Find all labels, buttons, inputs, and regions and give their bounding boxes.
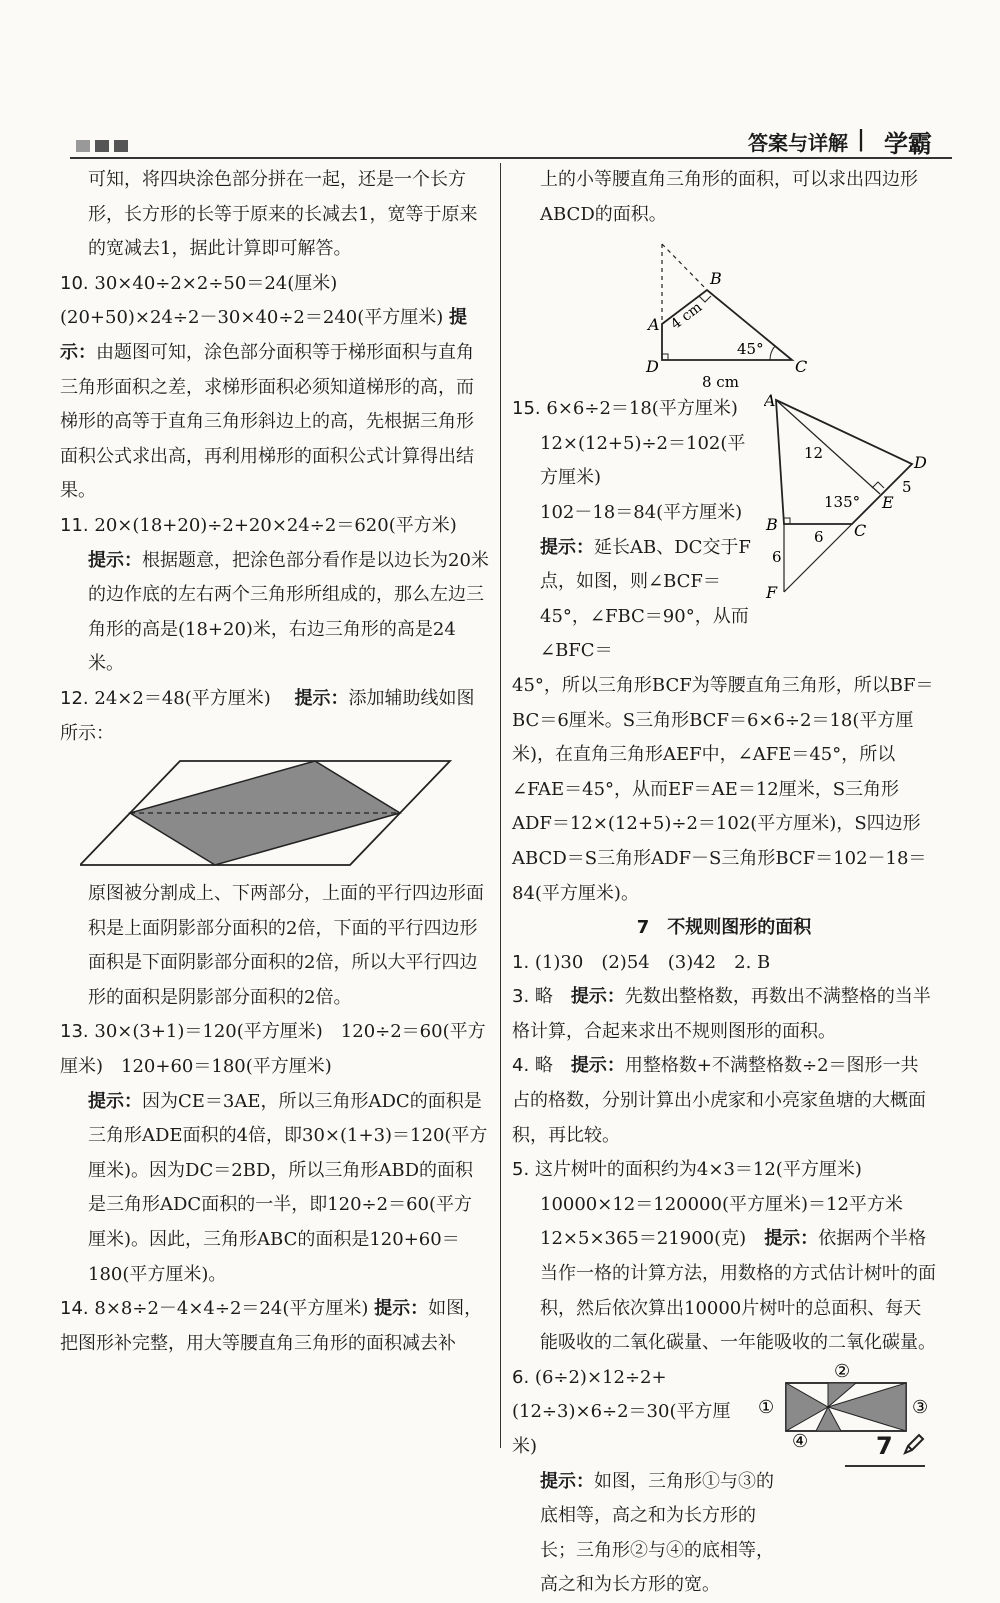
fig15-label-d: D [914, 453, 927, 473]
fig14-label-c: C [795, 357, 808, 377]
answer-7-6-solution: (6÷2)×12÷2+(12÷3)×6÷2＝30(平方厘米) [512, 1366, 731, 1457]
answer-7-3-number: 3. [512, 986, 530, 1008]
header-section-title: 答案与详解 [748, 131, 848, 155]
answer-7-6-hint: 如图，三角形①与③的底相等，高之和为长方形的长；三角形②与④的底相等，高之和为长方形的宽。 [540, 1470, 774, 1596]
answer-10-solution: 30×40÷2×2÷50＝24(厘米) (20+50)×24÷2－30×40÷2＝240(平方厘米) [60, 272, 444, 329]
answer-7-5-hint: 依据两个半格当作一格的计算方法，用数格的方式估计树叶的面积，然后依次算出10000片树叶的总面积、每天能吸收的二氧化碳量、一年能吸收的二氧化碳量。 [540, 1228, 936, 1354]
answer-7-3-hint: 先数出整格数，再数出不满整格的当半格计算，合起来求出不规则图形的面积。 [512, 986, 931, 1042]
answer-15-step-3: 102－18＝84(平方厘米) [540, 501, 743, 523]
answer-7-5-line-1: 这片树叶的面积约为4×3＝12(平方厘米) [534, 1159, 862, 1181]
pencil-icon [902, 1432, 926, 1456]
answer-14-solution: 8×8÷2－4×4÷2＝24(平方厘米) [94, 1298, 369, 1320]
header-decoration [76, 140, 128, 152]
column-divider [500, 163, 501, 1448]
answer-14-number: 14. [60, 1298, 89, 1320]
answer-11-number: 11. [60, 514, 89, 536]
fig14-label-b: B [710, 269, 722, 289]
fig14-base-length: 8 cm [702, 373, 739, 392]
answer-10-number: 10. [60, 272, 89, 294]
answer-7-6 [512, 1361, 936, 1603]
answer-7-4-number: 4. [512, 1055, 530, 1077]
answer-13-number: 13. [60, 1021, 89, 1043]
answer-12-number: 12. [60, 687, 89, 709]
parallelogram-figure [80, 753, 460, 873]
answer-11-solution: 20×(18+20)÷2+20×24÷2＝620(平方米) [94, 514, 457, 536]
answer-11-hint: 根据题意，把涂色部分看作是以边长为20米的边作底的左右两个三角形所组成的，那么左边三角形的高是(18+20)米，右边三角形的高是24米。 [88, 549, 489, 675]
answer-7-4-answer: 略 [534, 1055, 553, 1077]
answer-9-continuation: 可知，将四块涂色部分拼在一起，还是一个长方形，长方形的长等于原来的长减去1，宽等于原来的宽减去1，据此计算即可解答。 [88, 169, 478, 260]
header-brand-logo: 学霸 [884, 130, 932, 158]
answer-7-5-line-3: 12×5×365＝21900(克) [540, 1228, 747, 1250]
answer-7-4 [512, 1049, 936, 1153]
answer-12-hint-label: 提示： [294, 687, 349, 709]
answer-7-4-hint-label: 提示： [570, 1055, 625, 1077]
answer-15 [512, 392, 936, 669]
answer-10-hint-label: 提示： [60, 307, 468, 363]
answer-15-number: 15. [512, 398, 541, 420]
answer-7-6-hint-block [512, 1465, 780, 1603]
answer-14-continuation: 上的小等腰直角三角形的面积，可以求出四边形ABCD的面积。 [540, 169, 918, 225]
fig15-length-6-bc: 6 [814, 528, 824, 547]
answer-7-3-answer: 略 [534, 986, 553, 1008]
fig15-label-e: E [882, 493, 894, 513]
answer-10 [60, 267, 490, 509]
answer-15-hint-b: 45°，所以三角形BCF为等腰直角三角形，所以BF＝BC＝6厘米。S三角形BCF＝6×6÷2＝18(平方厘米)，在直角三角形AEF中，∠AFE＝45°，所以∠FAE＝45°，从而EF＝AE＝12厘米，S三角形ADF＝12×(12+5)÷2＝102(平方厘米)，S四边形ABCD＝S三角形ADF－S三角形BCF＝102－18＝84(平方厘米)。 [512, 674, 934, 904]
answer-7-3-hint-label: 提示： [570, 986, 625, 1008]
fig15-length-12: 12 [804, 444, 824, 463]
answer-7-1-text: (1)30 (2)54 (3)42 2. B [534, 951, 771, 973]
answer-13-hint-block [60, 1085, 490, 1293]
fig6-triangle-2: ② [834, 1360, 851, 1382]
answer-15-hint-label: 提示： [540, 536, 594, 558]
fig15-angle: 135° [824, 493, 861, 512]
answer-15-line-1 [512, 392, 757, 427]
fig15-label-f: F [766, 583, 778, 603]
answer-7-5-hint-label: 提示： [764, 1228, 819, 1250]
fig14-side-length: 4 cm [667, 299, 706, 333]
right-column [512, 163, 936, 1603]
answer-7-6-solution-block [512, 1361, 752, 1465]
answer-14-hint: 如图，把图形补完整，用大等腰直角三角形的面积减去补 [60, 1298, 483, 1354]
answer-7-1-number: 1. [512, 951, 530, 973]
section-7-title: 7 不规则图形的面积 [636, 917, 812, 939]
answer-13-hint: 因为CE＝3AE，所以三角形ADC的面积是三角形ADE面积的4倍，即30×(1+3)＝120(平方厘米)。因为DC＝2BD，所以三角形ABD的面积是三角形ADC面积的一半，即120÷2＝60(平方厘米)。因此，三角形ABC的面积是120+60＝180(平方厘米)。 [88, 1090, 488, 1285]
fig14-label-d: D [646, 357, 659, 377]
answer-10-hint: 由题图可知，涂色部分面积等于梯形面积与直角三角形面积之差，求梯形面积必须知道梯形的高，而梯形的高等于直角三角形斜边上的高，先根据三角形面积公式求出高，再利用梯形的面积公式计算得出结果。 [60, 341, 474, 502]
answer-14 [60, 1292, 490, 1361]
fig14-angle: 45° [737, 340, 764, 359]
answer-7-6-number: 6. [512, 1366, 530, 1388]
answer-15-step-1: 6×6÷2＝18(平方厘米) [546, 398, 738, 420]
answer-7-1 [512, 946, 936, 981]
answer-7-4-hint: 用整格数+不满整格数÷2＝图形一共占的格数，分别计算出小虎家和小亮家鱼塘的大概面积，再比较。 [512, 1055, 926, 1146]
footer-rule [845, 1465, 925, 1467]
answer-12-explanation: 原图被分割成上、下两部分，上面的平行四边形面积是上面阴影部分面积的2倍，下面的平行四边形面积是下面阴影部分面积的2倍，所以大平行四边形的面积是阴影部分面积的2倍。 [88, 883, 484, 1008]
answer-12-solution: 24×2＝48(平方厘米) [94, 687, 271, 709]
header-separator: | [856, 126, 865, 152]
answer-15-step-2: 12×(12+5)÷2＝102(平方厘米) [540, 432, 746, 489]
answer-15-solution-block [512, 392, 757, 669]
answer-12 [60, 682, 490, 751]
fig15-length-5: 5 [902, 478, 912, 497]
answer-7-5 [512, 1153, 936, 1188]
quadrilateral-abcd-extended-figure [764, 392, 934, 602]
answer-7-5-line-3-block [512, 1222, 936, 1360]
answer-13-solution: 30×(3+1)＝120(平方厘米) 120÷2＝60(平方厘米) 120+60＝180(平方厘米) [60, 1021, 486, 1078]
answer-14-hint-label: 提示： [374, 1298, 429, 1320]
answer-7-5-number: 5. [512, 1159, 530, 1181]
header-rule [70, 157, 952, 159]
answer-12-hint: 添加辅助线如图所示： [60, 687, 475, 744]
answer-15-hint-a-block [512, 531, 757, 669]
fig6-triangle-4: ④ [792, 1430, 809, 1449]
fig15-label-c: C [854, 521, 867, 541]
fig14-label-a: A [648, 315, 660, 335]
answer-7-3 [512, 980, 936, 1049]
page-number: 7 [876, 1432, 893, 1460]
left-column [60, 163, 490, 1361]
answer-11 [60, 509, 490, 544]
answer-11-hint-label: 提示： [88, 549, 142, 571]
quadrilateral-abcd-figure [512, 232, 936, 392]
fig15-length-6-bf: 6 [772, 548, 782, 567]
fig6-triangle-3: ③ [912, 1396, 929, 1418]
answer-7-6-line [512, 1361, 752, 1465]
fig15-label-b: B [766, 515, 778, 535]
answer-15-hint-a: 延长AB、DC交于F点，如图，则∠BCF＝45°，∠FBC＝90°，从而∠BFC＝ [540, 536, 751, 662]
fig6-triangle-1: ① [758, 1396, 775, 1418]
answer-11-hint-block [60, 544, 490, 682]
answer-13-hint-label: 提示： [88, 1090, 142, 1112]
answer-7-5-line-2: 10000×12＝120000(平方厘米)＝12平方米 [540, 1193, 903, 1215]
answer-7-6-hint-label: 提示： [540, 1470, 594, 1492]
fig15-label-a: A [764, 392, 776, 411]
answer-13 [60, 1015, 490, 1084]
